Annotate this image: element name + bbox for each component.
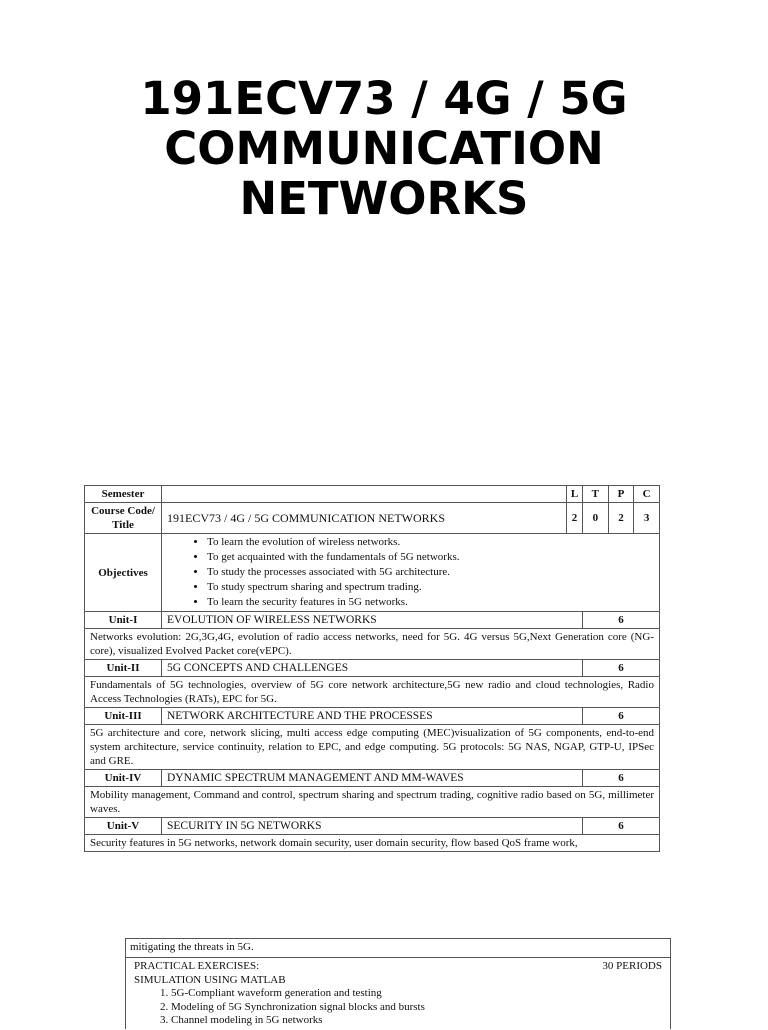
ltpc-value-t: 0 [583,503,609,534]
ltpc-value-l: 2 [567,503,583,534]
ltpc-header-c: C [634,486,660,503]
syllabus-table [84,485,660,852]
unit-content: 5G architecture and core, network slicing, multi access edge computing (MEC)visualization of 5G components, end-to-end system architecture, service continuity, relation to EPC, and edge computing. 5G protocols: 5G NAS, NGAP, GTP-U, IPSec and GRE. [85,725,660,770]
unit-hours: 6 [583,660,660,677]
practical-heading: PRACTICAL EXERCISES: [134,960,260,972]
unit-content-row [85,677,660,708]
periods-count: 30 PERIODS [602,960,662,972]
unit-title: SECURITY IN 5G NETWORKS [162,818,583,835]
objectives-cell [162,534,660,612]
objectives-list [167,535,654,610]
ltpc-value-p: 2 [608,503,634,534]
unit-header-row [85,708,660,725]
course-title: 191ECV73 / 4G / 5G COMMUNICATION NETWORKS [162,503,567,534]
document-title [0,74,768,224]
unit-title: EVOLUTION OF WIRELESS NETWORKS [162,612,583,629]
unit-content-row [85,787,660,818]
title-line: 191ECV73 / 4G / 5G [140,72,628,125]
unit-hours: 6 [583,612,660,629]
unit-label: Unit-IV [85,770,162,787]
unit-content-row [85,725,660,770]
unit-content-row [85,835,660,852]
exercise-item: 3. Channel modeling in 5G networks [171,1014,662,1028]
unit-header-row [85,612,660,629]
ltpc-header-l: L [567,486,583,503]
semester-label: Semester [85,486,162,503]
objectives-row [85,534,660,612]
objective-item: • To study spectrum sharing and spectrum trading. [207,580,654,595]
simulation-heading: SIMULATION USING MATLAB [134,973,286,986]
unit-title: NETWORK ARCHITECTURE AND THE PROCESSES [162,708,583,725]
unit-content: Fundamentals of 5G technologies, overview of 5G core network architecture,5G new radio and cloud technologies, Radio Access Technologies (RATs), EPC for 5G. [85,677,660,708]
exercise-item: 1. 5G-Compliant waveform generation and testing [171,987,662,1001]
unit-title: DYNAMIC SPECTRUM MANAGEMENT AND MM-WAVES [162,770,583,787]
objective-item: • To learn the security features in 5G networks. [207,595,654,610]
unit-content-row [85,629,660,660]
unit-header-row [85,818,660,835]
semester-row [85,486,660,503]
unit-content: Networks evolution: 2G,3G,4G, evolution of radio access networks, need for 5G. 4G versus 5G,Next Generation core (NG-core), visualized Evolved Packet core(vEPC). [85,629,660,660]
course-label: Course Code/ Title [85,503,162,534]
objective-item: • To learn the evolution of wireless networks. [207,535,654,550]
unit-hours: 6 [583,770,660,787]
continued-text: mitigating the threats in 5G. [126,939,670,958]
exercise-item: 2. Modeling of 5G Synchronization signal blocks and bursts [171,1001,662,1015]
unit-label: Unit-III [85,708,162,725]
continuation-page [125,938,671,1029]
unit-content: Security features in 5G networks, network domain security, user domain security, flow based QoS frame work, [85,835,660,852]
ltpc-header-p: P [608,486,634,503]
unit-label: Unit-II [85,660,162,677]
unit-header-row [85,770,660,787]
unit-label: Unit-V [85,818,162,835]
title-line: COMMUNICATION [164,122,604,175]
ltpc-value-c: 3 [634,503,660,534]
objective-item: • To get acquainted with the fundamentals of 5G networks. [207,550,654,565]
objective-item: • To study the processes associated with 5G architecture. [207,565,654,580]
unit-title: 5G CONCEPTS AND CHALLENGES [162,660,583,677]
practical-section [126,958,670,1030]
course-row [85,503,660,534]
objectives-label: Objectives [85,534,162,612]
unit-label: Unit-I [85,612,162,629]
unit-hours: 6 [583,818,660,835]
unit-hours: 6 [583,708,660,725]
unit-content: Mobility management, Command and control, spectrum sharing and spectrum trading, cognitive radio based on 5G, millimeter waves. [85,787,660,818]
semester-value [162,486,567,503]
unit-header-row [85,660,660,677]
ltpc-header-t: T [583,486,609,503]
title-line: NETWORKS [239,172,529,225]
exercise-list [134,987,662,1028]
